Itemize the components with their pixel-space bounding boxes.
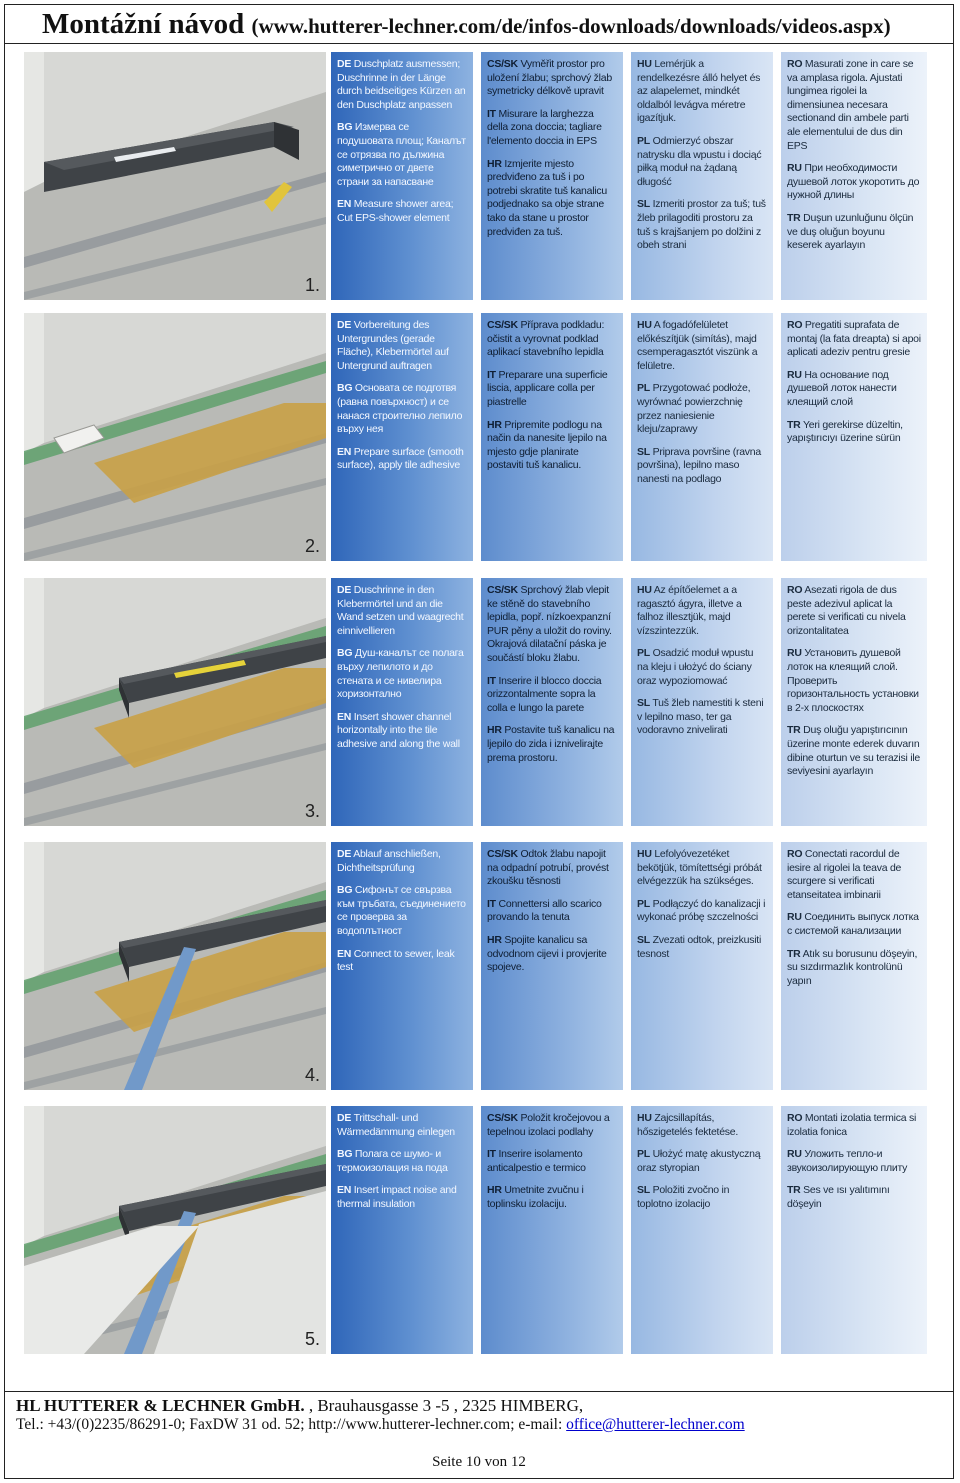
language-code: CS/SK xyxy=(487,58,518,70)
page-number: Seite 10 von 12 xyxy=(432,1454,526,1470)
language-code: EN xyxy=(337,947,352,960)
language-code: HU xyxy=(637,1112,652,1124)
instruction-entry xyxy=(787,419,921,446)
language-code: TR xyxy=(787,1184,801,1197)
company-address: , Brauhausgasse 3 -5 , 2325 HIMBERG, xyxy=(304,1396,584,1415)
instruction-entry xyxy=(487,108,617,149)
language-code: PL xyxy=(637,134,650,147)
language-code: BG xyxy=(337,1148,353,1161)
instruction-entry xyxy=(337,446,467,473)
step-illustration xyxy=(24,313,326,561)
instruction-column-4 xyxy=(781,842,927,1090)
instruction-text: Ułożyć matę akustyczną oraz styropian xyxy=(637,1148,761,1174)
instruction-entry xyxy=(637,1148,767,1175)
step-row xyxy=(24,313,927,561)
instruction-text: Trittschall- und Wärmedämmung einlegen xyxy=(337,1112,455,1138)
instruction-column-3 xyxy=(631,313,773,561)
instruction-text: Yeri gerekirse düzeltin, yapıştırıcıyı üzerine sürün xyxy=(787,418,903,445)
instruction-entry xyxy=(787,319,921,360)
instruction-text: Příprava podkladu: očistit a vyrovnat podklad aplikací stavebního lepidla xyxy=(487,319,605,359)
instruction-text: Zajcsillapítás, hőszigetelés fektetése. xyxy=(637,1112,739,1138)
instruction-entry xyxy=(337,647,467,701)
instruction-column-2 xyxy=(481,1106,623,1354)
page-footer xyxy=(4,1391,954,1479)
instruction-entry xyxy=(337,121,467,189)
language-code: RU xyxy=(787,162,802,175)
language-code: RO xyxy=(787,584,803,596)
instruction-text: Podłączyć do kanalizacji i wykonać próbę szczelności xyxy=(637,897,766,924)
instruction-entry xyxy=(637,1112,767,1139)
instruction-entry xyxy=(337,1112,467,1139)
step-row xyxy=(24,1106,927,1354)
language-code: RU xyxy=(787,647,802,660)
instruction-text: Položit kročejovou a tepelnou izolaci podlahy xyxy=(487,1112,610,1138)
language-code: HU xyxy=(637,584,652,596)
language-code: SL xyxy=(637,697,650,710)
instruction-text: Preparare una superficie liscia, applicare colla per piastrelle xyxy=(487,368,608,408)
instruction-entry xyxy=(637,1184,767,1211)
step-illustration-svg xyxy=(24,842,326,1090)
instruction-entry xyxy=(337,711,467,752)
instruction-text: Lemérjük a rendelkezésre álló helyet és az alapelemet, mindkét oldalból levágva méretre igazítjuk. xyxy=(637,58,761,125)
instruction-text: Сифонът се свързва към тръбата, съединението се проверва за водоплътност xyxy=(337,884,466,937)
instruction-entry xyxy=(637,319,767,373)
instruction-entry xyxy=(487,58,617,99)
instruction-text: Duş oluğu yapıştırıcının üzerine monte ederek duvarın dibine oturtun ve su terazisi ile seviyesini ayarlayın xyxy=(787,724,920,778)
instruction-entry xyxy=(787,724,921,778)
instruction-text: Sprchový žlab vlepit ke stěně do stavebního lepidla, popř. nízkoexpanzní PUR pěny a uložit do roviny. Okrajová dilatační páska je součástí bloku žlabu. xyxy=(487,584,612,664)
instruction-entry xyxy=(487,934,617,975)
instruction-text: Asezati rigola de dus peste adezivul aplicat la perete si verificati cu nivela orizontalitatea xyxy=(787,584,906,637)
step-number: 2. xyxy=(304,536,320,556)
instruction-text: При необходимости душевой лоток укоротить до нужной длины xyxy=(787,162,920,202)
instruction-text: Zvezati odtok, preizkusiti tesnost xyxy=(637,933,762,960)
step-illustration xyxy=(24,1106,326,1354)
instruction-text: Установить душевой лоток на клеящий слой. Проверить горизонтальность установки в 2-х плоскостях xyxy=(787,647,919,714)
instruction-column-2 xyxy=(481,52,623,300)
language-code: HU xyxy=(637,58,652,70)
language-code: SL xyxy=(637,933,650,946)
step-number: 3. xyxy=(304,801,320,821)
instruction-entry xyxy=(637,848,767,889)
language-code: EN xyxy=(337,710,352,723)
language-code: EN xyxy=(337,445,352,458)
instruction-text: Полага се шумо- и термоизолация на пода xyxy=(337,1148,448,1174)
instruction-column-4 xyxy=(781,313,927,561)
page-header xyxy=(4,4,954,44)
language-code: HR xyxy=(487,933,502,946)
instruction-column-1 xyxy=(331,578,473,826)
language-code: HR xyxy=(487,724,502,737)
step-number: 5. xyxy=(304,1329,320,1349)
instruction-text: Уложить тепло-и звукоизолирующую плиту xyxy=(787,1148,908,1174)
instruction-entry xyxy=(487,724,617,765)
instruction-entry xyxy=(337,1148,467,1175)
instruction-text: Tuš žleb namestiti k steni v lepilno maso, ter ga vodoravno znivelirati xyxy=(637,697,764,737)
instruction-column-4 xyxy=(781,578,927,826)
footer-contact-line xyxy=(16,1416,745,1434)
instruction-text: Pripremite podlogu na način da nanesite ljepilo na mjesto gdje planirate postaviti tuš kanalicu. xyxy=(487,418,607,472)
instruction-text: Measure shower area; Cut EPS-shower element xyxy=(337,198,454,224)
instruction-entry xyxy=(337,198,467,225)
instruction-text: Masurati zone in care se va amplasa rigola. Ajustati lungimea rigolei la dimensiunea necesara sectionand din ambele parti ale elementului de dus din EPS xyxy=(787,58,914,152)
instruction-column-4 xyxy=(781,1106,927,1354)
instruction-text: A fogadófelületet előkészítjük (simítás), majd csemperagasztót viszünk a felületre. xyxy=(637,319,758,372)
language-code: PL xyxy=(637,897,650,910)
instruction-entry xyxy=(337,319,467,373)
step-illustration-svg xyxy=(24,52,326,300)
instruction-entry xyxy=(487,369,617,410)
instruction-text: Položiti zvočno in toplotno izolacijo xyxy=(637,1184,730,1210)
language-code: CS/SK xyxy=(487,584,518,596)
instruction-entry xyxy=(787,948,921,989)
language-code: DE xyxy=(337,1112,352,1124)
instruction-entry xyxy=(637,934,767,961)
language-code: IT xyxy=(487,368,496,381)
instruction-entry xyxy=(487,898,617,925)
language-code: BG xyxy=(337,121,353,134)
language-code: PL xyxy=(637,1148,650,1161)
step-illustration xyxy=(24,578,326,826)
company-name: HL HUTTERER & LECHNER GmbH. xyxy=(16,1396,305,1415)
language-code: SL xyxy=(637,198,650,211)
title-text: Montážní návod xyxy=(42,8,245,40)
page-title xyxy=(42,8,891,41)
instruction-entry xyxy=(487,1184,617,1211)
instruction-text: Az építőelemet a a ragasztó ágyra, illetve a falhoz illesztjük, majd vízszintezzük. xyxy=(637,584,742,637)
step-illustration xyxy=(24,842,326,1090)
language-code: RO xyxy=(787,58,803,70)
step-illustration xyxy=(24,52,326,300)
language-code: DE xyxy=(337,319,352,331)
instruction-column-1 xyxy=(331,1106,473,1354)
language-code: TR xyxy=(787,947,801,960)
step-illustration-svg xyxy=(24,313,326,561)
instruction-entry xyxy=(487,584,617,666)
instruction-column-3 xyxy=(631,1106,773,1354)
instruction-entry xyxy=(787,212,921,253)
language-code: IT xyxy=(487,897,496,910)
language-code: RO xyxy=(787,319,803,331)
instruction-text: Priprava površine (ravna površina), lepilno maso nanesti na podlago xyxy=(637,445,761,485)
language-code: HU xyxy=(637,848,652,860)
language-code: BG xyxy=(337,884,353,897)
language-code: HR xyxy=(487,157,502,170)
step-illustration-svg xyxy=(24,578,326,826)
title-url: (www.hutterer-lechner.com/de/infos-downloads/downloads/videos.aspx) xyxy=(251,14,891,38)
instruction-column-1 xyxy=(331,313,473,561)
instruction-entry xyxy=(787,911,921,938)
instruction-entry xyxy=(637,584,767,638)
instruction-column-2 xyxy=(481,842,623,1090)
instruction-column-3 xyxy=(631,52,773,300)
instruction-text: Izmjerite mjesto predviđeno za tuš i po potrebi skratite tuš kanalicu podjednako sa obje strane tako da stane u prostor predviđen za tuš. xyxy=(487,157,607,238)
language-code: HU xyxy=(637,319,652,331)
language-code: PL xyxy=(637,647,650,660)
instruction-entry xyxy=(337,884,467,938)
instruction-text: Душ-каналът се полага върху лепилото и до стената и се нивелира хоризонтално xyxy=(337,647,464,701)
instruction-text: Inserire il blocco doccia orizzontalmente sopra la colla e lungo la parete xyxy=(487,674,602,714)
language-code: BG xyxy=(337,382,353,395)
instruction-text: Postavite tuš kanalicu na ljepilo do zida i iznivelirajte prema prostoru. xyxy=(487,724,615,764)
language-code: TR xyxy=(787,211,801,224)
instruction-text: Connect to sewer, leak test xyxy=(337,947,455,974)
instruction-text: Inserire isolamento anticalpestio e termico xyxy=(487,1148,586,1174)
language-code: RU xyxy=(787,911,802,924)
language-code: DE xyxy=(337,848,352,860)
instruction-text: Spojite kanalicu sa odvodnom cijevi i provjerite spojeve. xyxy=(487,933,607,974)
instruction-text: Osadzić moduł wpustu na kleju i ułożyć do ściany oraz wypoziomować xyxy=(637,647,754,687)
instruction-text: Connettersi allo scarico provando la tenuta xyxy=(487,897,602,924)
language-code: RO xyxy=(787,848,803,860)
instruction-text: Duşun uzunluğunu ölçün ve duş oluğun boyunu keserek ayarlayın xyxy=(787,211,914,252)
instruction-text: Соединить выпуск лотка с системой канализации xyxy=(787,911,919,937)
language-code: DE xyxy=(337,58,352,70)
language-code: PL xyxy=(637,382,650,395)
instruction-entry xyxy=(337,848,467,875)
step-row xyxy=(24,842,927,1090)
language-code: CS/SK xyxy=(487,848,518,860)
language-code: EN xyxy=(337,198,352,211)
instruction-text: Измерва се подушовата площ; Каналът се отрязва по дължина симетрично от двете страни за напасване xyxy=(337,121,466,188)
instruction-text: Ablauf anschließen, Dichtheitsprüfung xyxy=(337,848,441,874)
instruction-text: Atık su borusunu döşeyin, su sızdırmazlık kontrolünü yapın xyxy=(787,947,918,987)
instruction-text: Lefolyóvezetéket bekötjük, tömítettségi próbát elvégezzük ha szükséges. xyxy=(637,848,762,888)
step-row xyxy=(24,52,927,300)
instruction-entry xyxy=(637,446,767,487)
step-row xyxy=(24,578,927,826)
step-number: 1. xyxy=(304,275,320,295)
instruction-entry xyxy=(337,1184,467,1211)
instruction-entry xyxy=(787,162,921,203)
instruction-entry xyxy=(637,135,767,189)
language-code: EN xyxy=(337,1184,352,1197)
language-code: SL xyxy=(637,1184,650,1197)
language-code: BG xyxy=(337,647,353,660)
instruction-entry xyxy=(787,1148,921,1175)
instruction-entry xyxy=(487,1148,617,1175)
instruction-text: Izmeriti prostor za tuš; tuš žleb prilagoditi prostoru za tuš s krajšanjem po dolžini z obeh strani xyxy=(637,198,766,252)
footer-company-line xyxy=(16,1396,583,1416)
instruction-column-2 xyxy=(481,578,623,826)
instruction-text: Odmierzyć obszar natrysku dla wpustu i dociąć piłką moduł na żądaną długość xyxy=(637,134,762,188)
language-code: HR xyxy=(487,1184,502,1197)
language-code: IT xyxy=(487,1148,496,1161)
instruction-text: Insert impact noise and thermal insulation xyxy=(337,1184,457,1210)
instruction-entry xyxy=(337,584,467,638)
instruction-text: Duschplatz ausmessen; Duschrinne in der Länge durch beidseitiges Kürzen an den Duschplatz anpassen xyxy=(337,58,466,111)
instruction-text: Pregatiti suprafata de montaj (la fata dreapta) si apoi aplicati adeziv pentru gresie xyxy=(787,319,921,359)
language-code: IT xyxy=(487,674,496,687)
step-illustration-svg xyxy=(24,1106,326,1354)
instruction-text: Duschrinne in den Klebermörtel und an die Wand setzen und waagrecht einnivellieren xyxy=(337,584,464,637)
instruction-column-3 xyxy=(631,842,773,1090)
contact-details: Tel.: +43/(0)2235/86291-0; FaxDW 31 od. 52; http://www.hutterer-lechner.com; e-mail: xyxy=(16,1416,567,1433)
language-code: SL xyxy=(637,445,650,458)
language-code: CS/SK xyxy=(487,1112,518,1124)
instruction-entry xyxy=(487,848,617,889)
language-code: RU xyxy=(787,368,802,381)
language-code: TR xyxy=(787,418,801,431)
email-link[interactable]: office@hutterer-lechner.com xyxy=(566,1416,745,1433)
instruction-text: На основание под душевой лоток нанести клеящий слой xyxy=(787,368,897,408)
instruction-entry xyxy=(487,1112,617,1139)
instruction-entry xyxy=(787,1184,921,1211)
instruction-entry xyxy=(787,584,921,638)
language-code: IT xyxy=(487,107,496,120)
instruction-entry xyxy=(487,158,617,240)
instruction-text: Vyměřit prostor pro uložení žlabu; sprchový žlab symetricky délkově upravit xyxy=(487,58,612,98)
instruction-entry xyxy=(337,948,467,975)
instruction-text: Przygotować podłoże, wyrównać powierzchnię przez naniesienie kleju/zaprawy xyxy=(637,382,751,436)
language-code: CS/SK xyxy=(487,319,518,331)
instruction-column-3 xyxy=(631,578,773,826)
language-code: HR xyxy=(487,418,502,431)
instruction-text: Основата се подготвя (равна повърхност) и се нанася строително лепило върху нея xyxy=(337,382,463,436)
instruction-text: Insert shower channel horizontally into the tile adhesive and along the wall xyxy=(337,710,460,750)
instruction-entry xyxy=(637,898,767,925)
instruction-entry xyxy=(487,319,617,360)
language-code: DE xyxy=(337,584,352,596)
instruction-text: Ses ve ısı yalıtımını döşeyin xyxy=(787,1184,890,1210)
instruction-entry xyxy=(337,382,467,436)
instruction-text: Prepare surface (smooth surface), apply tile adhesive xyxy=(337,445,464,472)
instruction-entry xyxy=(787,1112,921,1139)
instruction-entry xyxy=(637,198,767,252)
instruction-entry xyxy=(787,647,921,715)
instruction-entry xyxy=(787,369,921,410)
step-number: 4. xyxy=(304,1065,320,1085)
instruction-entry xyxy=(637,382,767,436)
instruction-column-4 xyxy=(781,52,927,300)
instruction-column-1 xyxy=(331,842,473,1090)
instruction-text: Misurare la larghezza della zona doccia; tagliare l'elemento doccia in EPS xyxy=(487,107,602,147)
instruction-entry xyxy=(337,58,467,112)
instruction-entry xyxy=(637,58,767,126)
language-code: RO xyxy=(787,1112,803,1124)
language-code: RU xyxy=(787,1148,802,1161)
instruction-entry xyxy=(787,58,921,153)
instruction-entry xyxy=(487,675,617,716)
language-code: TR xyxy=(787,724,801,737)
instruction-column-2 xyxy=(481,313,623,561)
instruction-text: Vorbereitung des Untergrundes (gerade Fläche), Klebermörtel auf Untergrund auftragen xyxy=(337,319,449,372)
instruction-entry xyxy=(637,647,767,688)
instruction-text: Umetnite zvučnu i toplinsku izolaciju. xyxy=(487,1184,584,1210)
instruction-column-1 xyxy=(331,52,473,300)
instruction-text: Odtok žlabu napojit na odpadní potrubí, provést zkoušku těsnosti xyxy=(487,848,609,888)
instruction-entry xyxy=(787,848,921,902)
instruction-text: Conectati racordul de iesire al rigolei la teava de scurgere si verificati etanseitatea imbinarii xyxy=(787,848,902,901)
instruction-entry xyxy=(637,697,767,738)
instruction-text: Montati izolatia termica si izolatia fonica xyxy=(787,1112,917,1138)
instruction-entry xyxy=(487,419,617,473)
